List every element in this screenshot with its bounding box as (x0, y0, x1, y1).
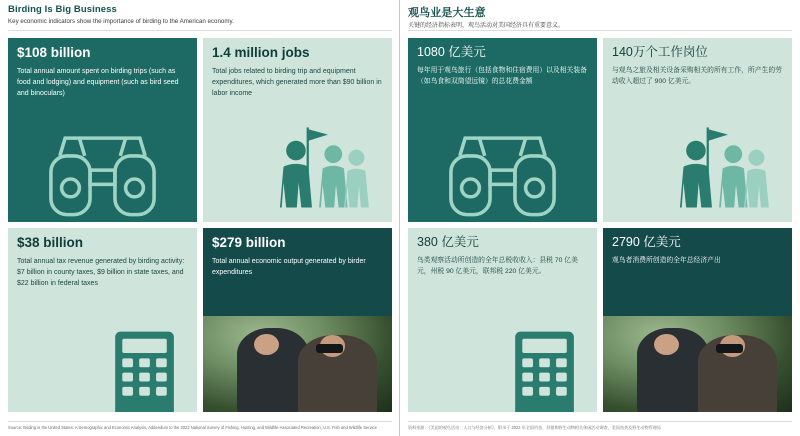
stat-description: Total annual tax revenue generated by birding activity: $7 billion in county taxes, $9 billion in state taxes, and $22 billion in federal taxes (17, 257, 185, 287)
photo-head-left (654, 334, 679, 355)
right-panel-chinese (400, 0, 800, 436)
people-icon (203, 115, 392, 222)
header-divider (8, 30, 392, 31)
stat-description: 观鸟者消费所创造的全年总经济产出 (612, 256, 721, 264)
calculator-icon (8, 305, 197, 412)
source-note: 资料来源：《美国的观鸟活动：人口与经济分析》，附录于 2022 年全国钓鱼、狩猎和野生动物相关休闲活动调查，美国鱼类及野生动物管理局 (408, 424, 661, 430)
right-header (408, 4, 792, 31)
page-subtitle: Key economic indicators show the importance of birding to the American economy. (8, 18, 234, 25)
binoculars-icon (408, 115, 597, 222)
left-card-grid (8, 38, 392, 412)
stat-card-economic-output (203, 228, 392, 412)
stat-card-tax-revenue (408, 228, 597, 412)
page-subtitle: 关键的经济指标表明，观鸟活动对美国经济具有重要意义。 (408, 23, 565, 29)
card-body (8, 38, 197, 103)
stat-value: $108 billion (17, 45, 91, 60)
birders-photo (203, 316, 392, 412)
card-body (603, 228, 792, 271)
stat-value: 2790 亿美元 (612, 235, 681, 249)
card-body (8, 228, 197, 293)
photo-binoculars (316, 344, 342, 353)
stat-value: $38 billion (17, 235, 84, 250)
stat-description: Total annual economic output generated by birder expenditures (212, 257, 366, 276)
stat-value: 1080 亿美元 (417, 45, 486, 59)
footer-divider (408, 421, 792, 422)
left-header (8, 4, 392, 26)
right-card-grid (408, 38, 792, 412)
stat-card-jobs (603, 38, 792, 222)
card-body (203, 38, 392, 103)
stat-value: 1.4 million jobs (212, 45, 310, 60)
stat-card-economic-output (603, 228, 792, 412)
people-icon (603, 115, 792, 222)
left-footer (8, 421, 392, 430)
card-body (408, 228, 597, 282)
stat-card-jobs (203, 38, 392, 222)
page-title: 观鸟业是大生意 (408, 7, 486, 19)
card-body (203, 228, 392, 283)
stat-value: 140万个工作岗位 (612, 45, 708, 59)
right-footer (408, 421, 792, 430)
stat-description: 与观鸟之旅及相关设备采购相关的所有工作，所产生的劳动收入超过了 900 亿美元。 (612, 66, 782, 85)
birders-photo (603, 316, 792, 412)
stat-description: Total jobs related to birding trip and equipment expenditures, which generated more than $90 billion in labor income (212, 67, 382, 97)
stat-value: $279 billion (212, 235, 286, 250)
stat-value: 380 亿美元 (417, 235, 479, 249)
stat-description: 每年用于观鸟旅行（包括食物和住宿费用）以及相关装备（如鸟食和双筒望远镜）的总花费金额 (417, 66, 587, 85)
photo-binoculars (716, 344, 742, 353)
stat-description: 鸟类观察活动所创造的全年总税收收入：县税 70 亿美元，州税 90 亿美元，联邦税 220 亿美元。 (417, 256, 578, 275)
footer-divider (8, 421, 392, 422)
stat-description: Total annual amount spent on birding trips (such as food and lodging) and equipment (such as bird seed and binoculars) (17, 67, 179, 97)
calculator-icon (408, 305, 597, 412)
header-divider (408, 30, 792, 31)
stat-card-spending (408, 38, 597, 222)
source-note: Source: Birding in the United States: A Demographic and Economic Analysis, Addendum to the 2022 National Survey of Fishing, Hunting, and Wildlife-Associated Recreation, U.S. Fish and Wildlife Service (8, 424, 377, 430)
binoculars-icon (8, 115, 197, 222)
page-title: Birding Is Big Business (8, 4, 117, 15)
stat-card-tax-revenue (8, 228, 197, 412)
panel-divider (399, 0, 400, 436)
card-body (408, 38, 597, 92)
card-body (603, 38, 792, 92)
stat-card-spending (8, 38, 197, 222)
photo-head-left (254, 334, 279, 355)
